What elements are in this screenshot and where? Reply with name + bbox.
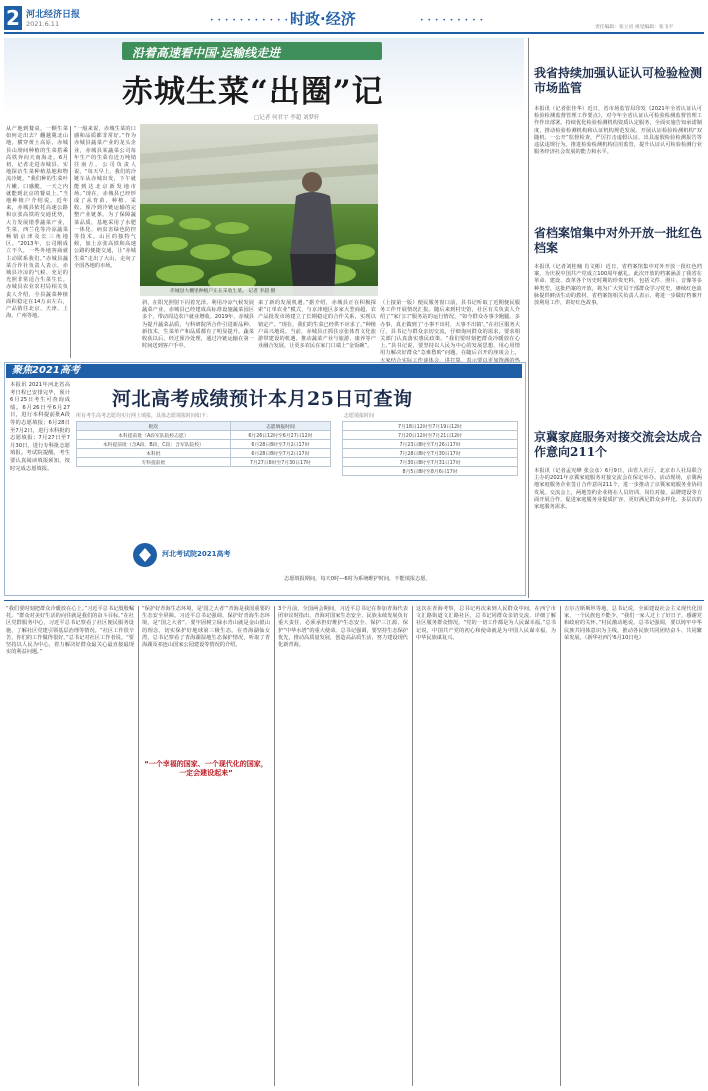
feature-banner (4, 38, 524, 124)
table-row (77, 449, 331, 458)
gaokao-headline: 河北高考成绩预计本月25日可查询 (112, 388, 413, 410)
table-cell: 8月5日8时至8月6日17时 (343, 467, 518, 476)
bottom-column-4: 这次在青海考察，总书记再次来到人民群众中间。在西宁市文汇路街道文汇路社区，总书记同群众亲切交流，详细了解社区服务群众情况。“党的一切工作都是为人民谋幸福。”总书记说，中国共产党的初心和使命就是为中国人民谋幸福，为中华民族谋复兴。 (416, 606, 556, 641)
bottom-column-2: “保护好青海生态环境，是‘国之大者’”青海是我国重要的生态安全屏障。习近平总书记强调，保护好青海生态环境，是“国之大者”。要牢固树立绿水青山就是金山银山的理念，切实保护好地球第三极生态。在青海湖仙女湾，总书记察看了青海湖湿地生态保护情况，听取了青海湖及祁连山国家公园建设等情况的介绍。 (142, 606, 270, 649)
table-row (77, 431, 331, 440)
story3-headline: 京冀家庭服务对接交流会达成合作意向211个 (534, 430, 703, 459)
bottom-column-5: 吉尔吉斯斯坦等地。总书记说，全面建设社会主义现代化国家，一个民族也不能少。“我们一家人过上了好日子，感谢党和政府的关怀。”村民激动地说。总书记强调，要以铸牢中华民族共同体意识为主线，推动各民族共同团结奋斗、共同繁荣发展。（新华社西宁6月10日电） (564, 606, 702, 641)
table-right-caption: 志愿填报时间 (344, 413, 375, 419)
table-cell: 6月28日8时至7月2日17时 (230, 449, 330, 458)
table-cell: 本科提前批（含A段、B段、C段；含军队院校） (77, 440, 231, 449)
table-cell: 6月26日12时至6月27日12时 (230, 431, 330, 440)
story1-body: 本报讯（记者张佳华）近日，省市场监管局印发《2021年全省认证认可检验检测监督管理工作要点》，对今年全省认证认可检验检测监督管理工作作出部署。持续优化检验检测机构资质认定服务，全面实施告知承诺制度，推动检验检测机构和认证机构规范发展。开展认证检验检测机构“双随机、一公开”监督检查，严厉打击虚假认证、出具虚假检验检测报告等违法违规行为。推进检验检测机构信用监管，提升认证认可检验检测行业服务经济社会发展的能力和水平。 (534, 106, 702, 156)
feature-headline: 赤城生菜“出圈”记 (122, 74, 384, 110)
story-column-3: 斜，在阳光照射下闪着光泽。利用冷凉气候发展蔬菜产业，赤城县已经建成高标准设施蔬菜园区多个，带动周边农户就业增收。2019年，赤城县为提升蔬菜品质，与科研院所合作引进新品种、新技术，生菜单产和品质都有了明显提升。蔬菜收获以后，经过预冷处理，通过冷链运输在第一时间送到客户手中。 (142, 300, 254, 350)
gaokao-section (4, 362, 526, 597)
section-title: 时政·经济 (290, 10, 356, 28)
table-cell: 7月27日8时至7月30日17时 (230, 458, 330, 467)
table-row (343, 422, 518, 431)
bottom-column-3: 3个月前，全国两会期间，习近平总书记在参加青海代表团审议时指出，青海对国家生态安全、民族永续发展负有重大责任，必须承担好维护生态安全、保护三江源、保护“中华水塔”的重大使命。总书记强调，要坚持生态保护优先，推动高质量发展，创造高品质生活，努力建设现代化新青海。 (278, 606, 408, 649)
bottom-column-1: “我们要时刻把群众冷暖放在心上。”习近平总书记殷殷嘱托。“群众对美好生活的向往就是我们的奋斗目标。”在社区党群服务中心，习近平总书记察看了社区便民服务设施，了解社区党建引领基层治理等情况。“社区工作很辛苦，你们的工作做得很好。”总书记对社区工作者说。“要坚持以人民为中心，着力解决好群众最关心最直接最现实的利益问题。” (6, 606, 134, 656)
schedule-table (76, 421, 331, 467)
greenhouse-illustration (140, 124, 378, 296)
column-divider (138, 606, 139, 1086)
table-row (343, 449, 518, 458)
story-column-2: “一般来说，赤城生菜的口感和品质都非常好。”作为赤城县蔬菜产业的龙头企业，赤城县某蔬菜公司每年生产的生菜有近万吨销往南方。公司负责人说，“每天早上，我们的冷链车从赤城出发，下午就能到达北京新发地市场。”现在，赤城县已经形成了从育苗、种植、采收、预冷到冷链运输的完整产业链条。为了保障蔬菜品质，基地采用了水肥一体化、病虫害绿色防控等技术。山区的独特气候，加上京张高铁和高速公路的便捷交通，让“赤城生菜”走出了大山，走向了全国各地的市场。 (74, 126, 136, 269)
column-divider (560, 606, 561, 1086)
story1-headline: 我省持续加强认证认可检验检测市场监管 (534, 66, 703, 95)
left-column-continued: （上接第一版）便民服务窗口前，县书记听取了近期便民服务工作开展情况汇报。随后来到村史馆，社区有关负责人介绍了“家门口”服务站的运行情况。“如今群众办事少跑腿、多办事，真正做到了‘小事不出村，大事不出镇’。”在社区服务大厅，县书记与群众亲切交流，仔细询问群众的需求，要求相关部门认真落实惠民政策。“我们要时刻把群众冷暖放在心上。”县书记说，要坚持以人民为中心的发展思想，用心用情用力解决好群众“急难愁盼”问题。在随后召开的座谈会上，大家结合实际工作谈体会，讲打算，表示要以更加饱满的热 (380, 300, 520, 364)
gaokao-intro: 本报讯 2021年河北省高考日程已安排完毕，预计6月25日考生可查询成绩。6月26日至6月27日，进行本科提前批A段等的志愿填报；6月28日至7月2日，进行本科批的志愿填报；7月27日至7月30日，进行专科批志愿填报。考试院提醒，考生要认真阅读填报须知，按时完成志愿填报。 (10, 382, 70, 472)
right-column-divider (528, 38, 529, 598)
table-cell: 7月20日12时至7月21日12时 (343, 431, 518, 440)
table-cell: 6月28日8时至7月2日17时 (230, 440, 330, 449)
story2-body: 本报讯（记者刘桂楠 肖文彬）近日，省档案馆集中对外开放一批红色档案，为庆祝中国共产党成立100周年献礼。此次开放的档案涵盖了我省在革命、建设、改革各个历史时期的珍贵史料，包括文件、照片、音像等多种类型。这批档案的开放，将为广大党员干部群众学习党史、赓续红色血脉提供鲜活生动的教材。省档案馆相关负责人表示，将进一步做好档案开放利用工作，讲好红色故事。 (534, 264, 702, 307)
schedule-table-right (342, 421, 518, 476)
table-header-row (77, 422, 331, 431)
table-header: 批次 (77, 422, 231, 431)
masthead (0, 0, 708, 34)
column-divider (412, 606, 413, 1086)
table-cell: 专科提前批 (77, 458, 231, 467)
masthead-rule (4, 32, 704, 34)
table-row (77, 458, 331, 467)
story-column-1: 从产地到餐桌，一颗生菜如何走出去？翻越冀北山地，横穿黄土高原，赤城县山坳间种植的生菜搭乘高铁奔向天南海北。6月初，记者走进赤城县，实地探访生菜种植基地和物流冷链。“我们种的生菜叶片嫩、口感脆，一天之内就能到北京的餐桌上。”当地种植户介绍说。近年来，赤城县依托高速公路和京张高铁的交通优势，大力发展错季蔬菜产业，生菜、西兰花等冷凉蔬菜畅销京津及长三角地区。“2013年，公司刚成立不久，一些外地客商就主动联系我们。”赤城县蔬菜合作社负责人表示，赤城县冷凉的气候、充足的光照非常适合生菜生长。赤城县农业农村局相关负责人介绍，全县蔬菜种植面积稳定在14万亩左右，产品销往北京、天津、上海、广州等地。 (6, 126, 68, 320)
table-caption: 所有考生高考志愿均实行网上填报，具体志愿填报时间如下： (76, 413, 212, 419)
story-column-4: 来了新的发展机遇。”据介绍，赤城县正在积极探索“订单农业”模式，与京津地区多家大型商超、农产品批发市场建立了长期稳定的合作关系，实现以销定产。“现在，我们的生菜已经供不应求了。”种植户高兴地说。当前，赤城县正抓住京张体育文化旅游带建设的机遇，推动蔬菜产业与旅游、康养等产业融合发展，让更多农民在家门口端上“金饭碗”。 (258, 300, 376, 350)
table-cell: 本科批 (77, 449, 231, 458)
greenhouse-photo (140, 124, 378, 296)
story2-headline: 省档案馆集中对外开放一批红色档案 (534, 226, 703, 255)
table-cell: 本科提前批（A段军队院校志愿） (77, 431, 231, 440)
byline: □记者 何君宇 李超 刘梦轩 (254, 115, 320, 121)
section-dots: • • • • • • • • • • • • (210, 17, 297, 24)
pull-quote-text: “一个幸福的国家、一个现代化的国家，一定会建设起来” (144, 760, 268, 777)
issue-date: 2021.6.11 (26, 20, 60, 28)
table-cell: 7月30日8时至7月31日17时 (343, 458, 518, 467)
table-header: 志愿填报时间 (230, 422, 330, 431)
photo-caption: 赤城县大棚里种植户正在采收生菜。 记者 李超 摄 (170, 289, 276, 294)
table-row (343, 431, 518, 440)
section-dots-right: • • • • • • • • • (420, 17, 485, 24)
table-row (343, 440, 518, 449)
story3-body: 本报讯（记者孟宪峰 张会彦）6月9日，由省人社厅、北京市人社局联合主办的2021年京冀家庭服务对接交流会在保定举办。活动现场，京冀两地家庭服务企业签订合作意向211个，进一步推动了京冀家庭服务业协同发展。交流会上，两地签约企业将在人员培训、岗位对接、品牌建设等方面开展合作，促进家庭服务业提质扩容，更好满足群众多样化、多层次的家庭服务需求。 (534, 468, 702, 511)
column-divider (70, 126, 71, 358)
gaokao-footnote: 志愿填报期间，每天0时—6时为系统维护时间，不能填报志愿。 (284, 576, 431, 582)
pull-quote-1 (142, 760, 270, 778)
kaoshiyuan-logo (130, 540, 250, 570)
table-cell: 7月18日12时至7月19日12时 (343, 422, 518, 431)
logo-text: 河北考试院2021高考 (162, 550, 231, 558)
table-row (343, 458, 518, 467)
page-number: 2 (4, 6, 22, 30)
table-cell: 7月28日8时至7月30日17时 (343, 449, 518, 458)
paper-name: 河北经济日报 (26, 10, 81, 20)
column-divider (274, 606, 275, 1086)
table-row (77, 440, 331, 449)
table-row (343, 467, 518, 476)
gaokao-badge: 聚焦2021高考 (6, 364, 522, 378)
banner-kicker: 沿着高速看中国·运输线走进 (132, 46, 281, 60)
bottom-rule (4, 600, 704, 601)
table-cell: 7月23日8时至7月26日17时 (343, 440, 518, 449)
editor-credits: 责任编辑：张立岩 视觉编辑：张飞平 (595, 25, 674, 30)
